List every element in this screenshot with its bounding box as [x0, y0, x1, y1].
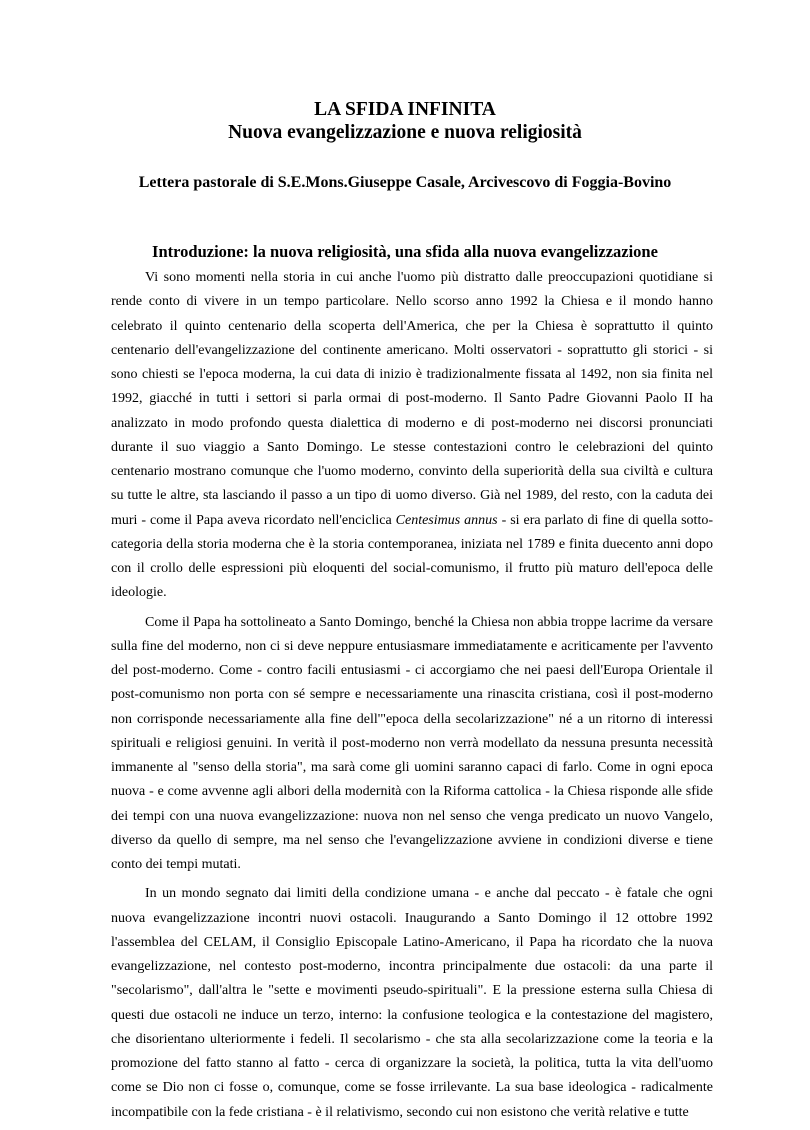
- document-body: [111, 266, 713, 1130]
- paragraph-1: [111, 266, 713, 606]
- letter-byline: Lettera pastorale di S.E.Mons.Giuseppe Casale, Arcivescovo di Foggia-Bovino: [138, 174, 672, 191]
- paragraph-3: In un mondo segnato dai limiti della condizione umana - e anche dal peccato - è fatale che ogni nuova evangelizzazione incontri nuovi ostacoli. Inaugurando a Santo Domingo il 12 ottobre 1992 l'assemblea del CELAM, il Consiglio Episcopale Latino-Americano, il Papa ha ricordato che la nuova evangelizzazione, nel contesto post-moderno, incontra principalmente due ostacoli: da una parte il "secolarismo", dall'altra le "sette e movimenti pseudo-spirituali". E la pressione esterna sulla Chiesa di questi due ostacoli ne induce un terzo, interno: la confusione teologica e la contestazione del magistero, che disorientano ulteriormente i fedeli. Il secolarismo - che sta alla secolarizzazione come la teoria e la promozione del fatto stanno al fatto - cerca di organizzare la società, la politica, tutta la vita dell'uomo come se Dio non ci fosse o, comunque, come se fosse irrilevante. La sua base ideologica - radicalmente incompatibile con la fede cristiana - è il relativismo, secondo cui non esistono che verità relative e tutte: [111, 886, 713, 1120]
- paragraph-1-text-end: - si era parlato di fine di quella sotto-categoria della storia moderna che è la storia contemporanea, iniziata nel 1789 e finita duecento anni dopo con il crollo delle espressioni più eloquenti del social-comunismo, il frutto più maturo dell'epoca delle ideologie.: [111, 512, 713, 601]
- paragraph-1-text-start: Vi sono momenti nella storia in cui anche l'uomo più distratto dalle preoccupazioni quotidiane si rende conto di vivere in un tempo particolare. Nello scorso anno 1992 la Chiesa e il mondo hanno celebrato il quinto centenario della scoperta dell'America, che per la Chiesa è soprattutto il quinto centenario dell'evangelizzazione del continente americano. Molti osservatori - soprattutto gli storici - si sono chiesti se l'epoca moderna, la cui data di inizio è tradizionalmente fissata al 1492, non sia finita nel 1992, giacché in tutti i settori si parla ormai di post-moderno. Il Santo Padre Giovanni Paolo II ha analizzato in modo profondo questa dialettica di moderno e di post-moderno nei discorsi pronunciati durante il suo viaggio a Santo Domingo. Le stesse contestazioni contro le celebrazioni del quinto centenario mostrano comunque che l'uomo moderno, convinto della superiorità della sua civiltà e cultura su tutte le altre, sta lasciando il passo a un tipo di uomo diverso. Già nel 1989, del resto, con la caduta dei muri - come il Papa aveva ricordato nell'enciclica: [111, 270, 713, 528]
- section-heading: Introduzione: la nuova religiosità, una sfida alla nuova evangelizzazione: [152, 242, 658, 261]
- paragraph-2: Come il Papa ha sottolineato a Santo Domingo, benché la Chiesa non abbia troppe lacrime da versare sulla fine del moderno, non ci si deve neppure entusiasmare immediatamente e acriticamente per l'avvento del post-moderno. Come - contro facili entusiasmi - ci accorgiamo che nei paesi dell'Europa Orientale il post-comunismo non porta con sé sempre e necessariamente una rinascita cristiana, così il post-moderno non corrisponde necessariamente alla fine dell'"epoca della secolarizzazione" né a un ritorno di interessi spirituali e religiosi genuini. In verità il post-moderno non verrà modellato da nessuna presunta necessità immanente al "senso della storia", ma sarà come gli uomini saranno capaci di farlo. Come in ogni epoca nuova - e come avvenne agli albori della modernità con la Riforma cattolica - la Chiesa risponde alle sfide dei tempi con una nuova evangelizzazione: nuova non nel senso che venga predicato un nuovo Vangelo, diverso da quello di sempre, ma nel senso che l'evangelizzazione avviene in condizioni diverse e tiene conto dei tempi mutati.: [111, 614, 713, 872]
- document-title: LA SFIDA INFINITA: [314, 99, 496, 120]
- encyclical-title: Centesimus annus: [395, 512, 498, 528]
- document-subtitle: Nuova evangelizzazione e nuova religiosità: [228, 122, 582, 143]
